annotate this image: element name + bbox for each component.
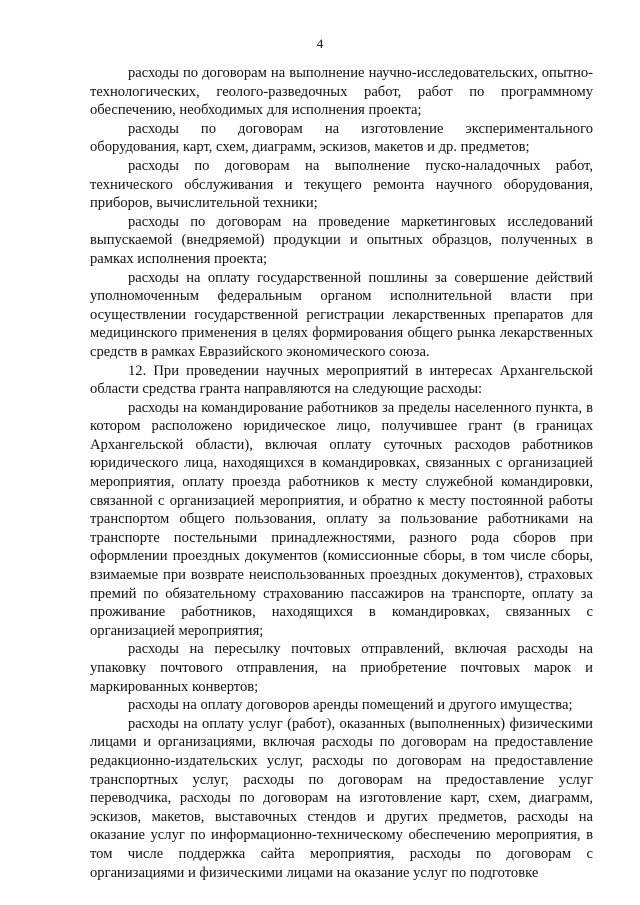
paragraph-business-travel: расходы на командирование работников за пределы населенного пункта, в котором расположено юридическое лицо, получившее грант (в границах Архангельской области), включая оплату суточных расходов работников юридического лица, находящихся в командировках, связанных с организацией мероприятия, оплату проезда работников к месту служебной командировки, связанной с организацией мероприятия, и обратно к месту постоянной работы транспортом общего пользования, оплату за пользование работниками на транспорте постельными принадлежностями, разного рода сборов при оформлении проездных документов (комиссионные сборы, в том числе сборы, взимаемые при возврате неиспользованных проездных документов), страховых премий по обязательному страхованию пассажиров на транспорте, оплату за проживание работников, находящихся в командировках, связанных с организацией мероприятия; (90, 399, 593, 639)
paragraph-rent: расходы на оплату договоров аренды помещений и другого имущества; (128, 697, 573, 714)
paragraph-state-duty: расходы на оплату государственной пошлины за совершение действий уполномоченным федеральным органом исполнительной власти при осуществлении государственной регистрации лекарственных препаратов для медицинского применения в целях формирования общего рынка лекарственных средств в рамках Евразийского экономического союза. (90, 269, 593, 360)
document-body (90, 64, 593, 882)
paragraph-services: расходы на оплату услуг (работ), оказанных (выполненных) физическими лицами и организациями, включая расходы по договорам на предоставление редакционно-издательских услуг, расходы по договорам на предоставление транспортных услуг, расходы по договорам на предоставление услуг переводчика, расходы по договорам на изготовление карт, схем, диаграмм, эскизов, макетов, выставочных стендов и других предметов, расходы на оказание услуг по информационно-техническому обеспечению мероприятия, в том числе поддержка сайта мероприятия, расходы по договорам с организациями и физическими лицами на оказание услуг по подготовке (90, 715, 593, 881)
paragraph-marketing-research: расходы по договорам на проведение маркетинговых исследований выпускаемой (внедряемой) продукции и опытных образцов, полученных в рамках исполнения проекта; (90, 213, 593, 267)
paragraph-section-12-intro: 12. При проведении научных мероприятий в интересах Архангельской области средства гранта направляются на следующие расходы: (90, 362, 593, 398)
paragraph-research-contracts: расходы по договорам на выполнение научно-исследовательских, опытно-технологических, геолого-разведочных работ, работ по программному обеспечению, необходимых для исполнения проекта; (90, 65, 593, 119)
paragraph-equipment-manufacturing: расходы по договорам на изготовление экспериментального оборудования, карт, схем, диаграмм, эскизов, макетов и др. предметов; (90, 120, 593, 156)
page-number: 4 (316, 36, 324, 51)
paragraph-commissioning-maintenance: расходы по договорам на выполнение пуско-наладочных работ, технического обслуживания и текущего ремонта научного оборудования, приборов, вычислительной техники; (90, 157, 593, 212)
paragraph-postal-expenses: расходы на пересылку почтовых отправлений, включая расходы на упаковку почтового отправления, на приобретение почтовых марок и маркированных конвертов; (90, 641, 593, 695)
